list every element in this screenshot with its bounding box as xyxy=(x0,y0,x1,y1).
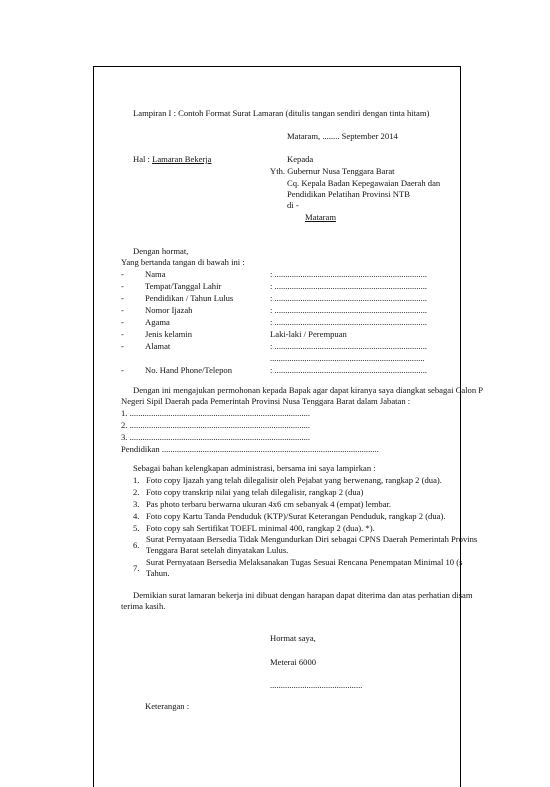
application-line-1: Dengan ini mengajukan permohonan kepada Bapak agar dapat kiranya saya diangkat sebagai Calon P xyxy=(133,385,484,395)
position-choice-1: 1. .................................................................................... xyxy=(121,408,311,418)
intro-line: Yang bertanda tangan di bawah ini : xyxy=(121,257,245,267)
field-label-jenis-kelamin: Jenis kelamin xyxy=(145,329,193,339)
field-dash: - xyxy=(121,317,124,327)
field-label-pendidikan: Pendidikan / Tahun Lulus xyxy=(145,293,234,303)
field-dash: - xyxy=(121,329,124,339)
attachment-number: 6. xyxy=(133,540,140,550)
attachment-number: 2. xyxy=(133,487,140,497)
field-label-ijazah: Nomor Ijazah xyxy=(145,305,193,315)
keterangan-label: Keterangan : xyxy=(145,701,190,711)
field-label-telepon: No. Hand Phone/Telepon xyxy=(145,365,232,375)
recipient-line-1: Yth. Gubernur Nusa Tenggara Barat xyxy=(270,166,395,176)
attachment-number: 3. xyxy=(133,499,140,509)
field-value-ttl: : ....................................................................... xyxy=(270,281,428,291)
attachment-number: 5. xyxy=(133,523,140,533)
attachment-item: Foto copy Kartu Tanda Penduduk (KTP)/Surat Keterangan Penduduk, rangkap 2 (dua). xyxy=(146,511,446,521)
field-label-agama: Agama xyxy=(145,317,170,327)
field-value-telepon: : ....................................................................... xyxy=(270,365,428,375)
field-dash: - xyxy=(121,293,124,303)
place-date: Mataram, ........ September 2014 xyxy=(287,131,398,141)
field-dash: - xyxy=(121,365,124,375)
attachment-item: Foto copy transkrip nilai yang telah dilegalisir, rangkap 2 (dua) xyxy=(146,487,364,497)
recipient-city: Mataram xyxy=(305,212,337,222)
field-label-ttl: Tempat/Tanggal Lahir xyxy=(145,281,222,291)
field-value-alamat: : ....................................................................... xyxy=(270,341,428,351)
recipient-line-2: Cq. Kepala Badan Kepegawaian Daerah dan xyxy=(287,178,441,188)
attachment-item: Pas photo terbaru berwarna ukuran 4x6 cm sebanyak 4 (empat) lembar. xyxy=(146,499,392,509)
attachment-item: Surat Pernyataan Bersedia Tidak Mengundurkan Diri sebagai CPNS Daerah Pemerintah Provins xyxy=(146,534,478,544)
attachment-item: Foto copy sah Sertifikat TOEFL minimal 400, rangkap 2 (dua). *). xyxy=(146,523,375,533)
field-value-nama: : ....................................................................... xyxy=(270,269,428,279)
attachment-item: Surat Pernyataan Bersedia Melaksanakan Tugas Sesuai Rencana Penempatan Minimal 10 (s xyxy=(146,557,463,567)
position-choice-2: 2. .................................................................................... xyxy=(121,420,311,430)
closing-line-1: Demikian surat lamaran bekerja ini dibuat dengan harapan dapat diterima dan atas perhatian disam xyxy=(133,590,473,600)
field-value-alamat-2: ........................................................................ xyxy=(270,353,425,363)
attachment-item-cont: Tenggara Barat setelah dinyatakan Lulus. xyxy=(146,545,289,555)
field-value-agama: : ....................................................................... xyxy=(270,317,428,327)
recipient-kepada: Kepada xyxy=(287,154,314,164)
subject-line xyxy=(133,154,212,165)
field-label-alamat: Alamat xyxy=(145,341,171,351)
field-dash: - xyxy=(121,341,124,351)
application-line-2: Negeri Sipil Daerah pada Pemerintah Provinsi Nusa Tenggara Barat dalam Jabatan : xyxy=(121,396,411,406)
subject-text: Lamaran Bekerja xyxy=(152,154,212,164)
recipient-line-3: Pendidikan Pelatihan Provinsi NTB xyxy=(287,189,410,199)
closing-line-2: terima kasih. xyxy=(121,601,166,611)
field-value-ijazah: : ....................................................................... xyxy=(270,305,428,315)
position-choice-3: 3. .................................................................................... xyxy=(121,432,311,442)
field-value-jenis-kelamin: Laki-laki / Perempuan xyxy=(270,329,347,339)
attachment-item: Foto copy Ijazah yang telah dilegalisir oleh Pejabat yang berwenang, rangkap 2 (dua). xyxy=(146,475,442,485)
field-dash: - xyxy=(121,269,124,279)
field-dash: - xyxy=(121,281,124,291)
attachment-number: 1. xyxy=(133,475,140,485)
attachment-number: 4. xyxy=(133,511,140,521)
recipient-line-4: di - xyxy=(287,200,299,210)
subject-prefix: Hal : xyxy=(133,154,153,164)
attachment-item-cont: Tahun. xyxy=(146,568,170,578)
attachments-intro: Sebagai bahan kelengkapan administrasi, bersama ini saya lampirkan : xyxy=(133,463,376,473)
greeting: Dengan hormat, xyxy=(133,246,189,256)
pendidikan-line: Pendidikan ..................................................................................................... xyxy=(121,444,379,454)
attachment-number: 7. xyxy=(133,563,140,573)
field-label-nama: Nama xyxy=(145,269,166,279)
field-dash: - xyxy=(121,305,124,315)
field-value-pendidikan: : ....................................................................... xyxy=(270,293,428,303)
signature-hormat: Hormat saya, xyxy=(270,633,316,643)
lampiran-caption: Lampiran I : Contoh Format Surat Lamaran (ditulis tangan sendiri dengan tinta hitam) xyxy=(133,108,430,118)
signature-meterai: Meterai 6000 xyxy=(270,657,317,667)
signature-line: ........................................... xyxy=(270,680,363,690)
